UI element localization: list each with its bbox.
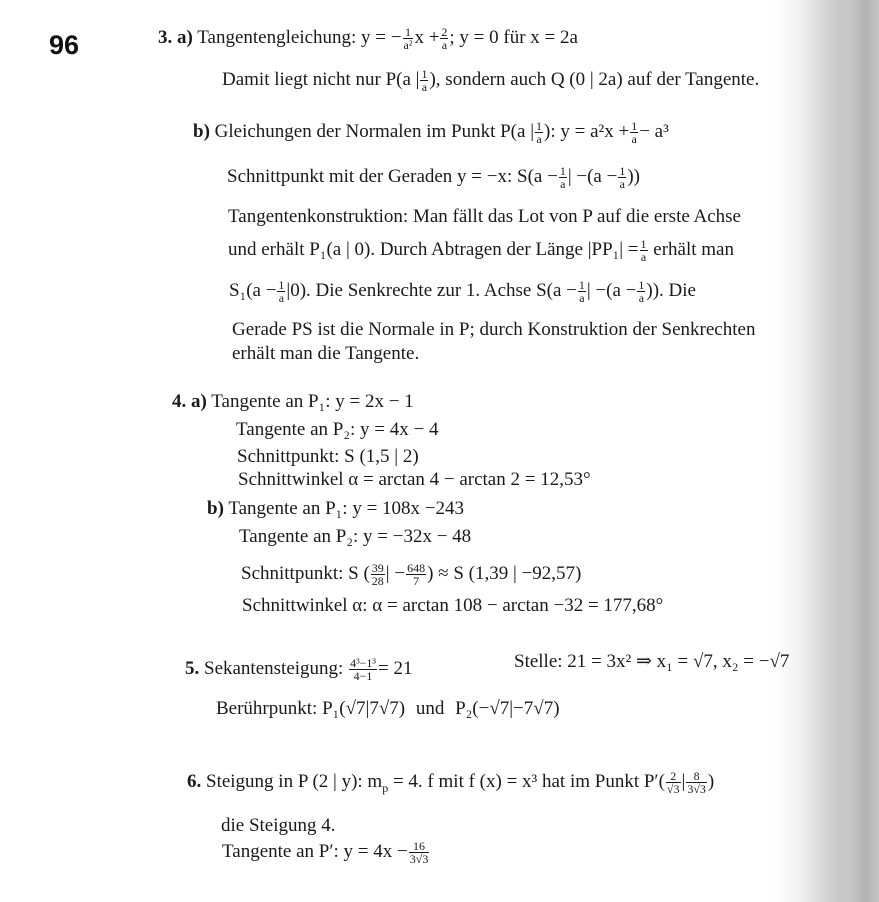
- task3-b-label: b): [193, 121, 210, 142]
- fraction: [409, 840, 430, 865]
- task4-a-line4: Schnittwinkel α = arctan 4 − arctan 2 = 12,53°: [238, 469, 591, 490]
- fraction: [440, 26, 448, 51]
- task5-l1-text: Sekantensteigung:: [204, 658, 344, 679]
- task3-a-l2-end: ), sondern auch Q (0 | 2a) auf der Tangente.: [429, 69, 760, 90]
- frac-den: 28: [371, 574, 384, 589]
- task3-a-line1: [158, 26, 578, 51]
- task5-and: und: [415, 698, 445, 719]
- fraction: [618, 165, 626, 190]
- task4-b-l3-text: Schnittpunkt: S (: [241, 563, 370, 584]
- task5-line1: [185, 657, 413, 682]
- fraction: [578, 279, 586, 304]
- task3-b-line7: erhält man die Tangente.: [232, 343, 420, 364]
- task3-b-line4: [228, 238, 734, 263]
- task6-line3: [222, 840, 430, 865]
- fraction: [277, 279, 285, 304]
- frac-num: 1: [559, 164, 566, 179]
- page-edge-shadow: [833, 0, 879, 902]
- frac-den: a: [638, 291, 645, 306]
- frac-num: 2: [666, 770, 681, 783]
- frac-den: 3√3: [409, 852, 429, 867]
- task6-l1-text: Steigung in P (2 | y): m: [206, 771, 383, 792]
- task3-a-text-end: ; y = 0 für x = 2a: [449, 27, 578, 48]
- task3-a-l2-text: Damit liegt nicht nur P(a |: [222, 69, 420, 90]
- task5-l2-text: Berührpunkt:: [216, 698, 318, 719]
- task3-b-l5-end: )). Die: [646, 280, 696, 301]
- fraction: [406, 562, 426, 587]
- task3-b-l5-text: S₁(a −: [229, 280, 277, 301]
- task4-b-l3-end: ) ≈ S (1,39 | −92,57): [427, 563, 582, 584]
- task6-subscript: p: [382, 780, 389, 795]
- task3-b-l1-mid: ): y = a²x +: [544, 121, 630, 142]
- task3-a-line2: [222, 68, 759, 93]
- frac-den: 3√3: [687, 782, 706, 797]
- fraction: [640, 238, 648, 263]
- fraction: [630, 120, 638, 145]
- task3-a-text: Tangentengleichung: y = −: [197, 27, 402, 48]
- frac-num: 1: [619, 164, 626, 179]
- task6-separator: |: [681, 771, 686, 792]
- frac-den: a: [278, 291, 285, 306]
- frac-den: 7: [413, 574, 420, 589]
- task3-b-line5: [229, 279, 696, 304]
- task4-a-line1: [172, 390, 414, 414]
- fraction: [535, 120, 543, 145]
- frac-den: a: [579, 291, 585, 306]
- task4-b-label: b): [207, 498, 224, 519]
- task4-b-l3-mid: | −: [385, 563, 406, 584]
- fraction: [637, 279, 645, 304]
- page-number: 96: [49, 30, 80, 60]
- frac-den: a: [560, 177, 566, 192]
- task5-point2: P₂(−√7|−7√7): [455, 698, 560, 719]
- task6-line1: [187, 770, 714, 800]
- frac-num: 4³−1³: [350, 656, 377, 671]
- task3-a-label: a): [177, 27, 193, 48]
- frac-den: a: [536, 132, 542, 147]
- frac-den: 4−1: [353, 669, 373, 684]
- fraction: [559, 165, 567, 190]
- frac-num: 1: [631, 119, 638, 134]
- fraction: [371, 562, 385, 587]
- task3-b-l5-mid: |0). Die Senkrechte zur 1. Achse S(a −: [286, 280, 577, 301]
- frac-den: √3: [666, 782, 680, 797]
- task3-a-text-mid: x +: [414, 27, 440, 48]
- fraction: [349, 657, 377, 682]
- frac-num: 1: [578, 278, 585, 293]
- task5-line2: [216, 697, 560, 721]
- frac-num: 8: [686, 770, 707, 783]
- task3-b-l1-end: − a³: [639, 121, 669, 142]
- task6-number: 6.: [187, 771, 202, 792]
- frac-den: a: [640, 250, 647, 265]
- frac-den: a: [441, 38, 448, 53]
- task3-b-l4-end: erhält man: [653, 239, 734, 260]
- frac-num: 1: [638, 278, 645, 293]
- frac-den: a: [631, 132, 637, 147]
- fraction: [686, 770, 707, 795]
- task6-l1-end: ): [707, 771, 715, 792]
- task4-b-l1-text: Tangente an P₁: y = 108x −243: [228, 498, 465, 519]
- task4-b-line3: [241, 562, 581, 587]
- task3-b-l2-text: Schnittpunkt mit der Geraden y = −x: S(a −: [227, 166, 558, 187]
- frac-num: 1: [403, 26, 414, 39]
- task6-line2: die Steigung 4.: [221, 815, 336, 836]
- task3-b-line1: [193, 120, 669, 145]
- frac-den: a²: [403, 38, 413, 53]
- task3-b-l1-text: Gleichungen der Normalen im Punkt P(a |: [214, 121, 535, 142]
- frac-num: 648: [407, 561, 426, 576]
- task4-number: 4.: [172, 391, 187, 412]
- task4-b-line1: [207, 497, 464, 521]
- frac-num: 1: [640, 237, 647, 252]
- task4-b-line2: Tangente an P₂: y = −32x − 48: [239, 526, 472, 547]
- task3-b-l4-text: und erhält P₁(a | 0). Durch Abtragen der Länge |PP₁| =: [228, 239, 639, 260]
- frac-den: a: [421, 80, 428, 95]
- task3-b-l5-mid2: | −(a −: [586, 280, 637, 301]
- task3-b-line2: [227, 165, 640, 190]
- task3-b-line6: Gerade PS ist die Normale in P; durch Konstruktion der Senkrechten: [232, 319, 756, 340]
- task5-point1: P₁(√7|7√7): [322, 698, 406, 719]
- task4-b-line4: Schnittwinkel α: α = arctan 108 − arctan −32 = 177,68°: [242, 595, 664, 616]
- frac-num: 16: [409, 840, 430, 853]
- task4-a-line2: Tangente an P₂: y = 4x − 4: [236, 419, 439, 440]
- task5-number: 5.: [185, 658, 200, 679]
- task3-b-l2-end: )): [627, 166, 640, 187]
- fraction: [666, 770, 681, 795]
- frac-num: 1: [278, 278, 285, 293]
- fraction: [420, 68, 428, 93]
- frac-den: a: [619, 177, 625, 192]
- task3-b-line3: Tangentenkonstruktion: Man fällt das Lot von P auf die erste Achse: [228, 206, 741, 227]
- frac-num: 39: [371, 561, 384, 576]
- task4-a-l1-text: Tangente an P₁: y = 2x − 1: [211, 391, 414, 412]
- frac-num: 2: [441, 25, 448, 40]
- task5-l1-mid: = 21: [378, 658, 413, 679]
- task4-a-label: a): [191, 391, 207, 412]
- task6-l1-mid: = 4. f mit f (x) = x³ hat im Punkt P′(: [392, 771, 665, 792]
- task3-number: 3.: [158, 27, 173, 48]
- task4-a-line3: Schnittpunkt: S (1,5 | 2): [237, 446, 419, 467]
- task3-b-l2-mid: | −(a −: [567, 166, 618, 187]
- frac-num: 1: [421, 67, 428, 82]
- fraction: [403, 26, 414, 51]
- task5-line1-right: Stelle: 21 = 3x² ⇒ x₁ = √7, x₂ = −√7: [514, 651, 790, 672]
- frac-num: 1: [536, 119, 543, 134]
- task6-l3-text: Tangente an P′: y = 4x −: [222, 841, 408, 862]
